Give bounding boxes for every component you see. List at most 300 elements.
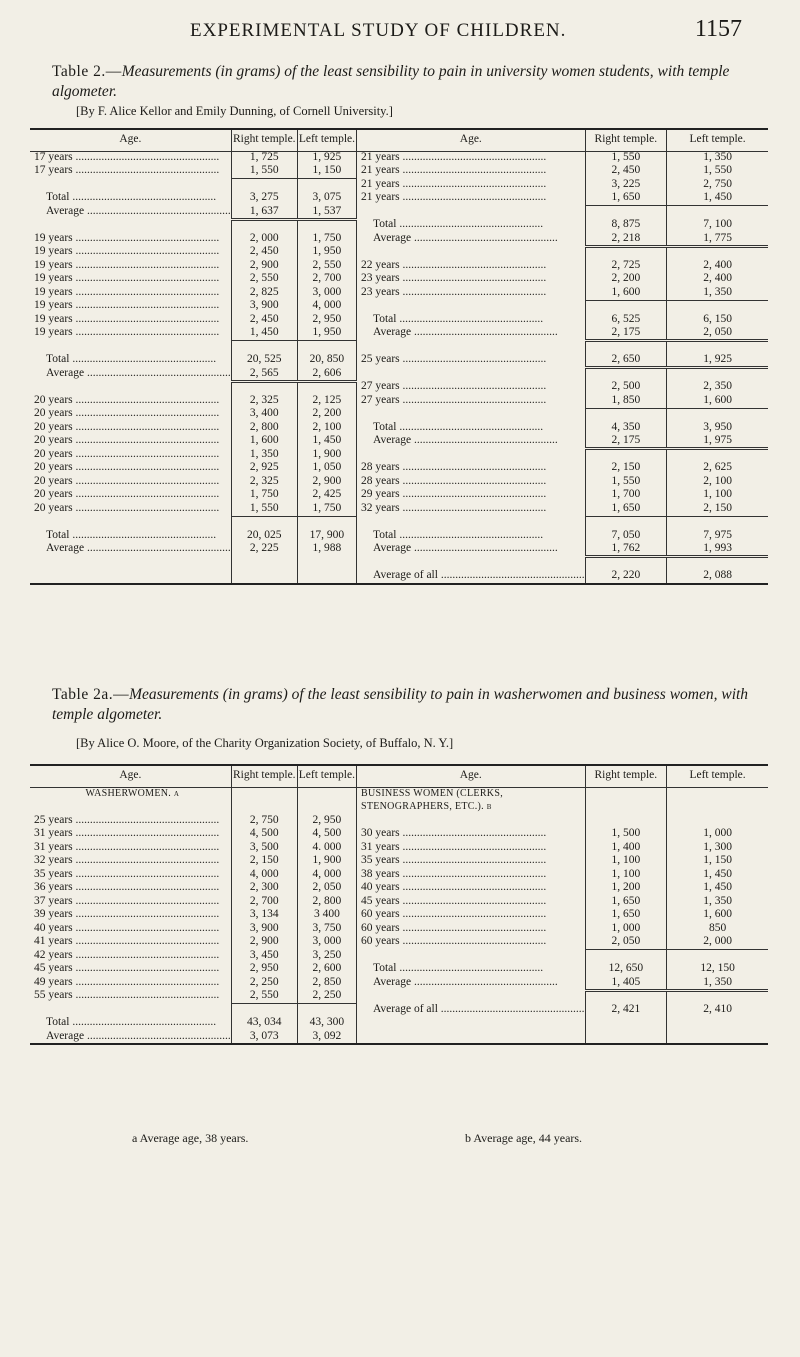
leader-dots: .................................................. (399, 462, 547, 473)
age-cell: Average of all .................................................. (357, 570, 586, 584)
right-temple-cell: 1, 650 (585, 909, 667, 923)
leader-dots: .................................................. (399, 909, 547, 920)
age-cell: 19 years .................................................. (34, 300, 220, 311)
age-cell: Average .................................................. (46, 1030, 231, 1042)
left-temple-cell: 2, 350 (667, 381, 768, 395)
left-temple-cell: 850 (667, 923, 768, 937)
page-number: 1157 (694, 16, 742, 42)
table-row (30, 503, 768, 517)
age-cell: 27 years .................................................. (357, 381, 586, 395)
left-temple-cell: 1, 300 (667, 842, 768, 856)
table-row (30, 300, 768, 314)
right-temple-cell: 2, 550 (231, 990, 297, 1004)
left-temple-cell (667, 341, 768, 355)
right-temple-cell: 3, 134 (231, 909, 297, 923)
right-temple-cell: 1, 500 (585, 828, 667, 842)
right-temple-cell: 3, 400 (231, 408, 297, 422)
right-temple-cell (585, 1031, 667, 1045)
table-row (30, 530, 768, 544)
age-cell: 19 years .................................................. (34, 327, 220, 338)
age-cell: 21 years .................................................. (357, 152, 586, 166)
leader-dots: .................................................. (72, 421, 220, 433)
right-temple-cell: 2, 500 (585, 381, 667, 395)
leader-dots: .................................................. (72, 408, 220, 419)
col-header: Right temple. (231, 765, 297, 788)
leader-dots: .................................................. (69, 529, 217, 541)
right-temple-cell: 1, 700 (585, 489, 667, 503)
right-temple-cell: 2, 200 (585, 273, 667, 287)
age-cell: 20 years .................................................. (34, 502, 220, 514)
left-temple-cell: 1, 925 (667, 354, 768, 368)
age-cell: 39 years .................................................. (34, 909, 220, 920)
left-temple-cell: 4, 500 (297, 828, 356, 842)
age-cell: 19 years .................................................. (34, 273, 220, 284)
age-cell (30, 557, 231, 571)
right-temple-cell: 2, 220 (585, 570, 667, 584)
age-cell: 19 years .................................................. (34, 286, 220, 298)
right-temple-cell: 2, 300 (231, 882, 297, 896)
table-row (30, 165, 768, 179)
right-temple-cell: 2, 325 (231, 476, 297, 490)
col-header: Left temple. (667, 129, 768, 152)
right-temple-cell (231, 179, 297, 193)
table-row (30, 219, 768, 233)
leader-dots: .................................................. (72, 327, 220, 338)
left-temple-cell: 2, 100 (297, 422, 356, 436)
age-cell: 60 years .................................................. (356, 936, 585, 950)
right-temple-cell: 2, 150 (585, 462, 667, 476)
right-temple-cell (231, 219, 297, 233)
leader-dots: .................................................. (72, 246, 220, 257)
leader-dots: .................................................. (399, 394, 547, 406)
age-cell: 17 years .................................................. (34, 151, 220, 163)
right-temple-cell: 1, 762 (585, 543, 667, 557)
left-temple-cell: 2, 150 (667, 503, 768, 517)
leader-dots: .................................................. (399, 936, 547, 947)
table-row (30, 828, 768, 842)
left-temple-cell: 1, 350 (667, 896, 768, 910)
leader-dots: .................................................. (437, 570, 585, 581)
table-row (30, 179, 768, 193)
leader-dots: .................................................. (411, 976, 558, 988)
age-cell: BUSINESS WOMEN (CLERKS, (356, 788, 585, 802)
table-row (30, 815, 768, 829)
table-row (30, 570, 768, 584)
leader-dots: .................................................. (72, 232, 220, 244)
age-cell: Total .................................................. (46, 529, 217, 541)
leader-dots: .................................................. (399, 354, 547, 365)
left-temple-cell (667, 557, 768, 571)
age-cell (30, 1004, 231, 1018)
age-cell: Total .................................................. (357, 422, 586, 436)
leader-dots: .................................................. (72, 448, 220, 460)
right-temple-cell: 2, 325 (231, 395, 297, 409)
leader-dots: .................................................. (84, 1030, 231, 1042)
col-header: Left temple. (297, 129, 356, 152)
age-cell: 55 years .................................................. (34, 990, 220, 1001)
leader-dots: .................................................. (399, 922, 547, 934)
age-cell: 31 years .................................................. (356, 842, 585, 856)
leader-dots: .................................................. (399, 475, 547, 487)
right-temple-cell: 2, 175 (585, 327, 667, 341)
age-cell: Average .................................................. (357, 435, 586, 449)
age-cell (357, 300, 586, 314)
age-cell: 36 years .................................................. (34, 882, 220, 893)
right-temple-cell: 1, 550 (231, 165, 297, 179)
left-temple-cell: 3, 075 (297, 192, 356, 206)
leader-dots: .................................................. (399, 828, 547, 839)
age-cell: 28 years .................................................. (357, 462, 586, 476)
age-cell: 41 years .................................................. (34, 936, 220, 947)
table-row (30, 260, 768, 274)
running-title: EXPERIMENTAL STUDY OF CHILDREN. (190, 20, 567, 41)
age-cell: 45 years .................................................. (356, 896, 585, 910)
table-2a (30, 764, 768, 1045)
right-temple-cell: 3, 073 (231, 1031, 297, 1045)
left-temple-cell: 2, 000 (667, 936, 768, 950)
left-temple-cell: 3, 950 (667, 422, 768, 436)
age-cell: 29 years .................................................. (357, 489, 586, 503)
leader-dots: .................................................. (396, 219, 544, 230)
age-cell (356, 990, 585, 1004)
left-temple-cell (667, 449, 768, 463)
right-temple-cell: 1, 600 (231, 435, 297, 449)
right-temple-cell: 2, 218 (585, 233, 667, 247)
right-temple-cell (585, 557, 667, 571)
footnote-a: a Average age, 38 years. (132, 1131, 249, 1145)
right-temple-cell: 3, 900 (231, 923, 297, 937)
left-temple-cell: 2, 100 (667, 476, 768, 490)
age-cell (357, 516, 586, 530)
age-cell: 38 years .................................................. (356, 869, 585, 883)
age-cell: Average .................................................. (356, 977, 585, 991)
age-cell: 19 years .................................................. (34, 246, 220, 257)
age-cell (356, 1017, 585, 1031)
age-cell: 32 years .................................................. (357, 503, 586, 517)
age-cell: Average .................................................. (46, 205, 231, 217)
right-temple-cell: 1, 650 (585, 192, 667, 206)
table-row (30, 462, 768, 476)
table-row (30, 152, 768, 166)
right-temple-cell: 4, 350 (585, 422, 667, 436)
table-row (30, 287, 768, 301)
left-temple-cell: 4. 000 (297, 842, 356, 856)
col-header: Right temple. (585, 129, 667, 152)
age-cell: Total .................................................. (357, 530, 586, 544)
leader-dots: .................................................. (411, 543, 558, 554)
table-row (30, 543, 768, 557)
right-temple-cell: 3, 275 (231, 192, 297, 206)
table-row (30, 395, 768, 409)
left-temple-cell: 2, 425 (297, 489, 356, 503)
leader-dots: .................................................. (399, 841, 547, 853)
table-row (30, 801, 768, 815)
leader-dots: .................................................. (399, 192, 547, 203)
right-temple-cell (585, 1017, 667, 1031)
table-row (30, 476, 768, 490)
right-temple-cell: 1, 650 (585, 896, 667, 910)
right-temple-cell (585, 449, 667, 463)
right-temple-cell (231, 381, 297, 395)
left-temple-cell: 12, 150 (667, 963, 768, 977)
col-header: Left temple. (667, 765, 768, 788)
right-temple-cell: 20, 525 (231, 354, 297, 368)
leader-dots: .................................................. (396, 529, 544, 541)
age-cell: WASHERWOMEN. a (85, 788, 180, 799)
col-header: Age. (357, 129, 586, 152)
table-row (30, 909, 768, 923)
table-2-caption: Table 2.—Measurements (in grams) of the least sensibility to pain in university women students, with temple algometer. (52, 63, 730, 100)
right-temple-cell: 12, 650 (585, 963, 667, 977)
age-cell: 40 years .................................................. (34, 922, 220, 934)
age-cell (30, 381, 231, 395)
right-temple-cell (585, 950, 667, 964)
right-temple-cell: 1, 650 (585, 503, 667, 517)
table-row (30, 314, 768, 328)
right-temple-cell: 2, 800 (231, 422, 297, 436)
right-temple-cell: 4, 000 (231, 869, 297, 883)
age-cell: 60 years .................................................. (356, 923, 585, 937)
right-temple-cell: 2, 250 (231, 977, 297, 991)
right-temple-cell (231, 801, 297, 815)
left-temple-cell (297, 570, 356, 584)
leader-dots: .................................................. (72, 151, 220, 163)
right-temple-cell (231, 570, 297, 584)
age-cell (356, 1031, 585, 1045)
age-cell: Total .................................................. (46, 1017, 217, 1028)
left-temple-cell (297, 1004, 356, 1018)
leader-dots: .................................................. (72, 259, 220, 271)
right-temple-cell: 2, 000 (231, 233, 297, 247)
right-temple-cell: 7, 050 (585, 530, 667, 544)
leader-dots: .................................................. (72, 828, 220, 839)
right-temple-cell (585, 341, 667, 355)
right-temple-cell: 2, 725 (585, 260, 667, 274)
leader-dots: .................................................. (72, 868, 220, 880)
right-temple-cell: 2, 175 (585, 435, 667, 449)
left-temple-cell (667, 788, 768, 802)
left-temple-cell: 2, 606 (297, 368, 356, 382)
table-2-source: [By F. Alice Kellor and Emily Dunning, of Cornell University.] (76, 104, 393, 118)
right-temple-cell: 8, 875 (585, 219, 667, 233)
right-temple-cell (231, 341, 297, 355)
left-temple-cell (297, 179, 356, 193)
age-cell: 20 years .................................................. (34, 394, 220, 406)
left-temple-cell: 1, 350 (667, 287, 768, 301)
table-row (30, 327, 768, 341)
table-row (30, 381, 768, 395)
age-cell: 32 years .................................................. (34, 855, 220, 866)
age-cell: Total .................................................. (357, 314, 586, 328)
leader-dots: .................................................. (72, 841, 220, 853)
age-cell: 28 years .................................................. (357, 476, 586, 490)
age-cell (357, 449, 586, 463)
right-temple-cell: 1, 725 (231, 152, 297, 166)
table-row (30, 963, 768, 977)
left-temple-cell: 1, 950 (297, 246, 356, 260)
right-temple-cell: 2, 825 (231, 287, 297, 301)
age-cell: 20 years .................................................. (34, 421, 220, 433)
col-header: Right temple. (585, 765, 667, 788)
leader-dots: .................................................. (399, 273, 547, 284)
leader-dots: .................................................. (399, 882, 547, 893)
left-temple-cell: 1, 988 (297, 543, 356, 557)
table-row (30, 855, 768, 869)
right-temple-cell: 1, 550 (231, 503, 297, 517)
table-2a-source: [By Alice O. Moore, of the Charity Organization Society, of Buffalo, N. Y.] (76, 736, 454, 750)
age-cell: Total .................................................. (46, 192, 217, 203)
right-temple-cell: 2, 450 (585, 165, 667, 179)
left-temple-cell (297, 801, 356, 815)
right-temple-cell: 2, 900 (231, 936, 297, 950)
left-temple-cell: 2, 750 (667, 179, 768, 193)
left-temple-cell: 1, 600 (667, 395, 768, 409)
left-temple-cell: 1, 050 (297, 462, 356, 476)
age-cell: Average .................................................. (357, 233, 586, 247)
age-cell (30, 801, 231, 815)
age-cell (357, 368, 586, 382)
left-temple-cell: 7, 975 (667, 530, 768, 544)
left-temple-cell: 2, 125 (297, 395, 356, 409)
right-temple-cell: 6, 525 (585, 314, 667, 328)
left-temple-cell (667, 408, 768, 422)
table-row (30, 1017, 768, 1031)
table-row (30, 341, 768, 355)
right-temple-cell: 2, 225 (231, 543, 297, 557)
col-header: Age. (30, 765, 231, 788)
age-cell: 21 years .................................................. (357, 179, 586, 193)
age-cell: 23 years .................................................. (357, 273, 586, 287)
left-temple-cell: 1, 537 (297, 206, 356, 220)
leader-dots: .................................................. (399, 165, 547, 176)
right-temple-cell: 2, 450 (231, 314, 297, 328)
left-temple-cell: 2, 850 (297, 977, 356, 991)
age-cell (357, 341, 586, 355)
leader-dots: .................................................. (437, 1003, 585, 1015)
leader-dots: .................................................. (84, 543, 231, 554)
leader-dots: .................................................. (399, 489, 547, 500)
age-cell: 35 years .................................................. (356, 855, 585, 869)
left-temple-cell: 7, 100 (667, 219, 768, 233)
age-cell: 20 years .................................................. (34, 462, 220, 473)
age-cell: Average .................................................. (357, 543, 586, 557)
left-temple-cell: 2, 950 (297, 314, 356, 328)
age-cell: 21 years .................................................. (357, 192, 586, 206)
right-temple-cell: 2, 050 (585, 936, 667, 950)
age-cell: 19 years .................................................. (34, 313, 220, 325)
left-temple-cell: 2, 950 (297, 815, 356, 829)
leader-dots: .................................................. (399, 259, 547, 271)
left-temple-cell: 4, 000 (297, 869, 356, 883)
left-temple-cell (297, 557, 356, 571)
right-temple-cell: 3, 450 (231, 950, 297, 964)
age-cell: 60 years .................................................. (356, 909, 585, 923)
left-temple-cell: 2, 800 (297, 896, 356, 910)
right-temple-cell: 3, 900 (231, 300, 297, 314)
age-cell (356, 815, 585, 829)
table-row (30, 435, 768, 449)
right-temple-cell: 2, 650 (585, 354, 667, 368)
table-2 (30, 128, 768, 585)
right-temple-cell (585, 408, 667, 422)
right-temple-cell: 3, 500 (231, 842, 297, 856)
left-temple-cell: 43, 300 (297, 1017, 356, 1031)
right-temple-cell: 2, 700 (231, 896, 297, 910)
age-cell: 37 years .................................................. (34, 895, 220, 907)
left-temple-cell: 4, 000 (297, 300, 356, 314)
age-cell: Average .................................................. (46, 367, 231, 379)
left-temple-cell: 1, 925 (297, 152, 356, 166)
left-temple-cell: 2, 050 (297, 882, 356, 896)
leader-dots: .................................................. (84, 367, 231, 379)
table-2a-caption: Table 2a.—Measurements (in grams) of the least sensibility to pain in washerwomen and business women, with temple algometer. (52, 686, 749, 723)
right-temple-cell: 2, 950 (231, 963, 297, 977)
leader-dots: .................................................. (72, 435, 220, 446)
age-cell: 20 years .................................................. (34, 489, 220, 500)
left-temple-cell: 1, 750 (297, 503, 356, 517)
age-cell: Average .................................................. (46, 543, 231, 554)
leader-dots: .................................................. (72, 976, 220, 988)
table-row (30, 192, 768, 206)
age-cell: STENOGRAPHERS, ETC.). b (356, 801, 585, 815)
leader-dots: .................................................. (399, 895, 547, 907)
left-temple-cell: 6, 150 (667, 314, 768, 328)
age-cell: 40 years .................................................. (356, 882, 585, 896)
leader-dots: .................................................. (411, 435, 558, 446)
left-temple-cell: 1, 150 (667, 855, 768, 869)
leader-dots: .................................................. (72, 963, 220, 974)
right-temple-cell: 3, 225 (585, 179, 667, 193)
leader-dots: .................................................. (399, 868, 547, 880)
left-temple-cell: 1, 975 (667, 435, 768, 449)
age-cell: 25 years .................................................. (34, 814, 220, 826)
age-cell: 23 years .................................................. (357, 287, 586, 301)
leader-dots: .................................................. (399, 178, 547, 190)
right-temple-cell: 1, 550 (585, 476, 667, 490)
left-temple-cell: 2, 088 (667, 570, 768, 584)
age-cell: 22 years .................................................. (357, 260, 586, 274)
leader-dots: .................................................. (72, 273, 220, 284)
age-cell: 27 years .................................................. (357, 395, 586, 409)
left-temple-cell (297, 219, 356, 233)
leader-dots: .................................................. (72, 300, 220, 311)
table-row (30, 557, 768, 571)
right-temple-cell: 1, 200 (585, 882, 667, 896)
age-cell: Average .................................................. (357, 327, 586, 341)
age-cell (30, 570, 231, 584)
age-cell: 49 years .................................................. (34, 976, 220, 988)
left-temple-cell: 1, 450 (667, 192, 768, 206)
left-temple-cell: 1, 750 (297, 233, 356, 247)
table-row (30, 977, 768, 991)
right-temple-cell: 2, 925 (231, 462, 297, 476)
left-temple-cell: 2, 900 (297, 476, 356, 490)
left-temple-cell: 1, 775 (667, 233, 768, 247)
age-cell: 20 years .................................................. (34, 448, 220, 460)
left-temple-cell (667, 950, 768, 964)
right-temple-cell (585, 246, 667, 260)
left-temple-cell: 20, 850 (297, 354, 356, 368)
right-temple-cell (231, 1004, 297, 1018)
table-row (30, 368, 768, 382)
left-temple-cell (297, 788, 356, 802)
table-row (30, 882, 768, 896)
left-temple-cell: 2, 410 (667, 1004, 768, 1018)
left-temple-cell: 2, 625 (667, 462, 768, 476)
leader-dots: .................................................. (399, 151, 547, 163)
table-row (30, 842, 768, 856)
table-row (30, 354, 768, 368)
